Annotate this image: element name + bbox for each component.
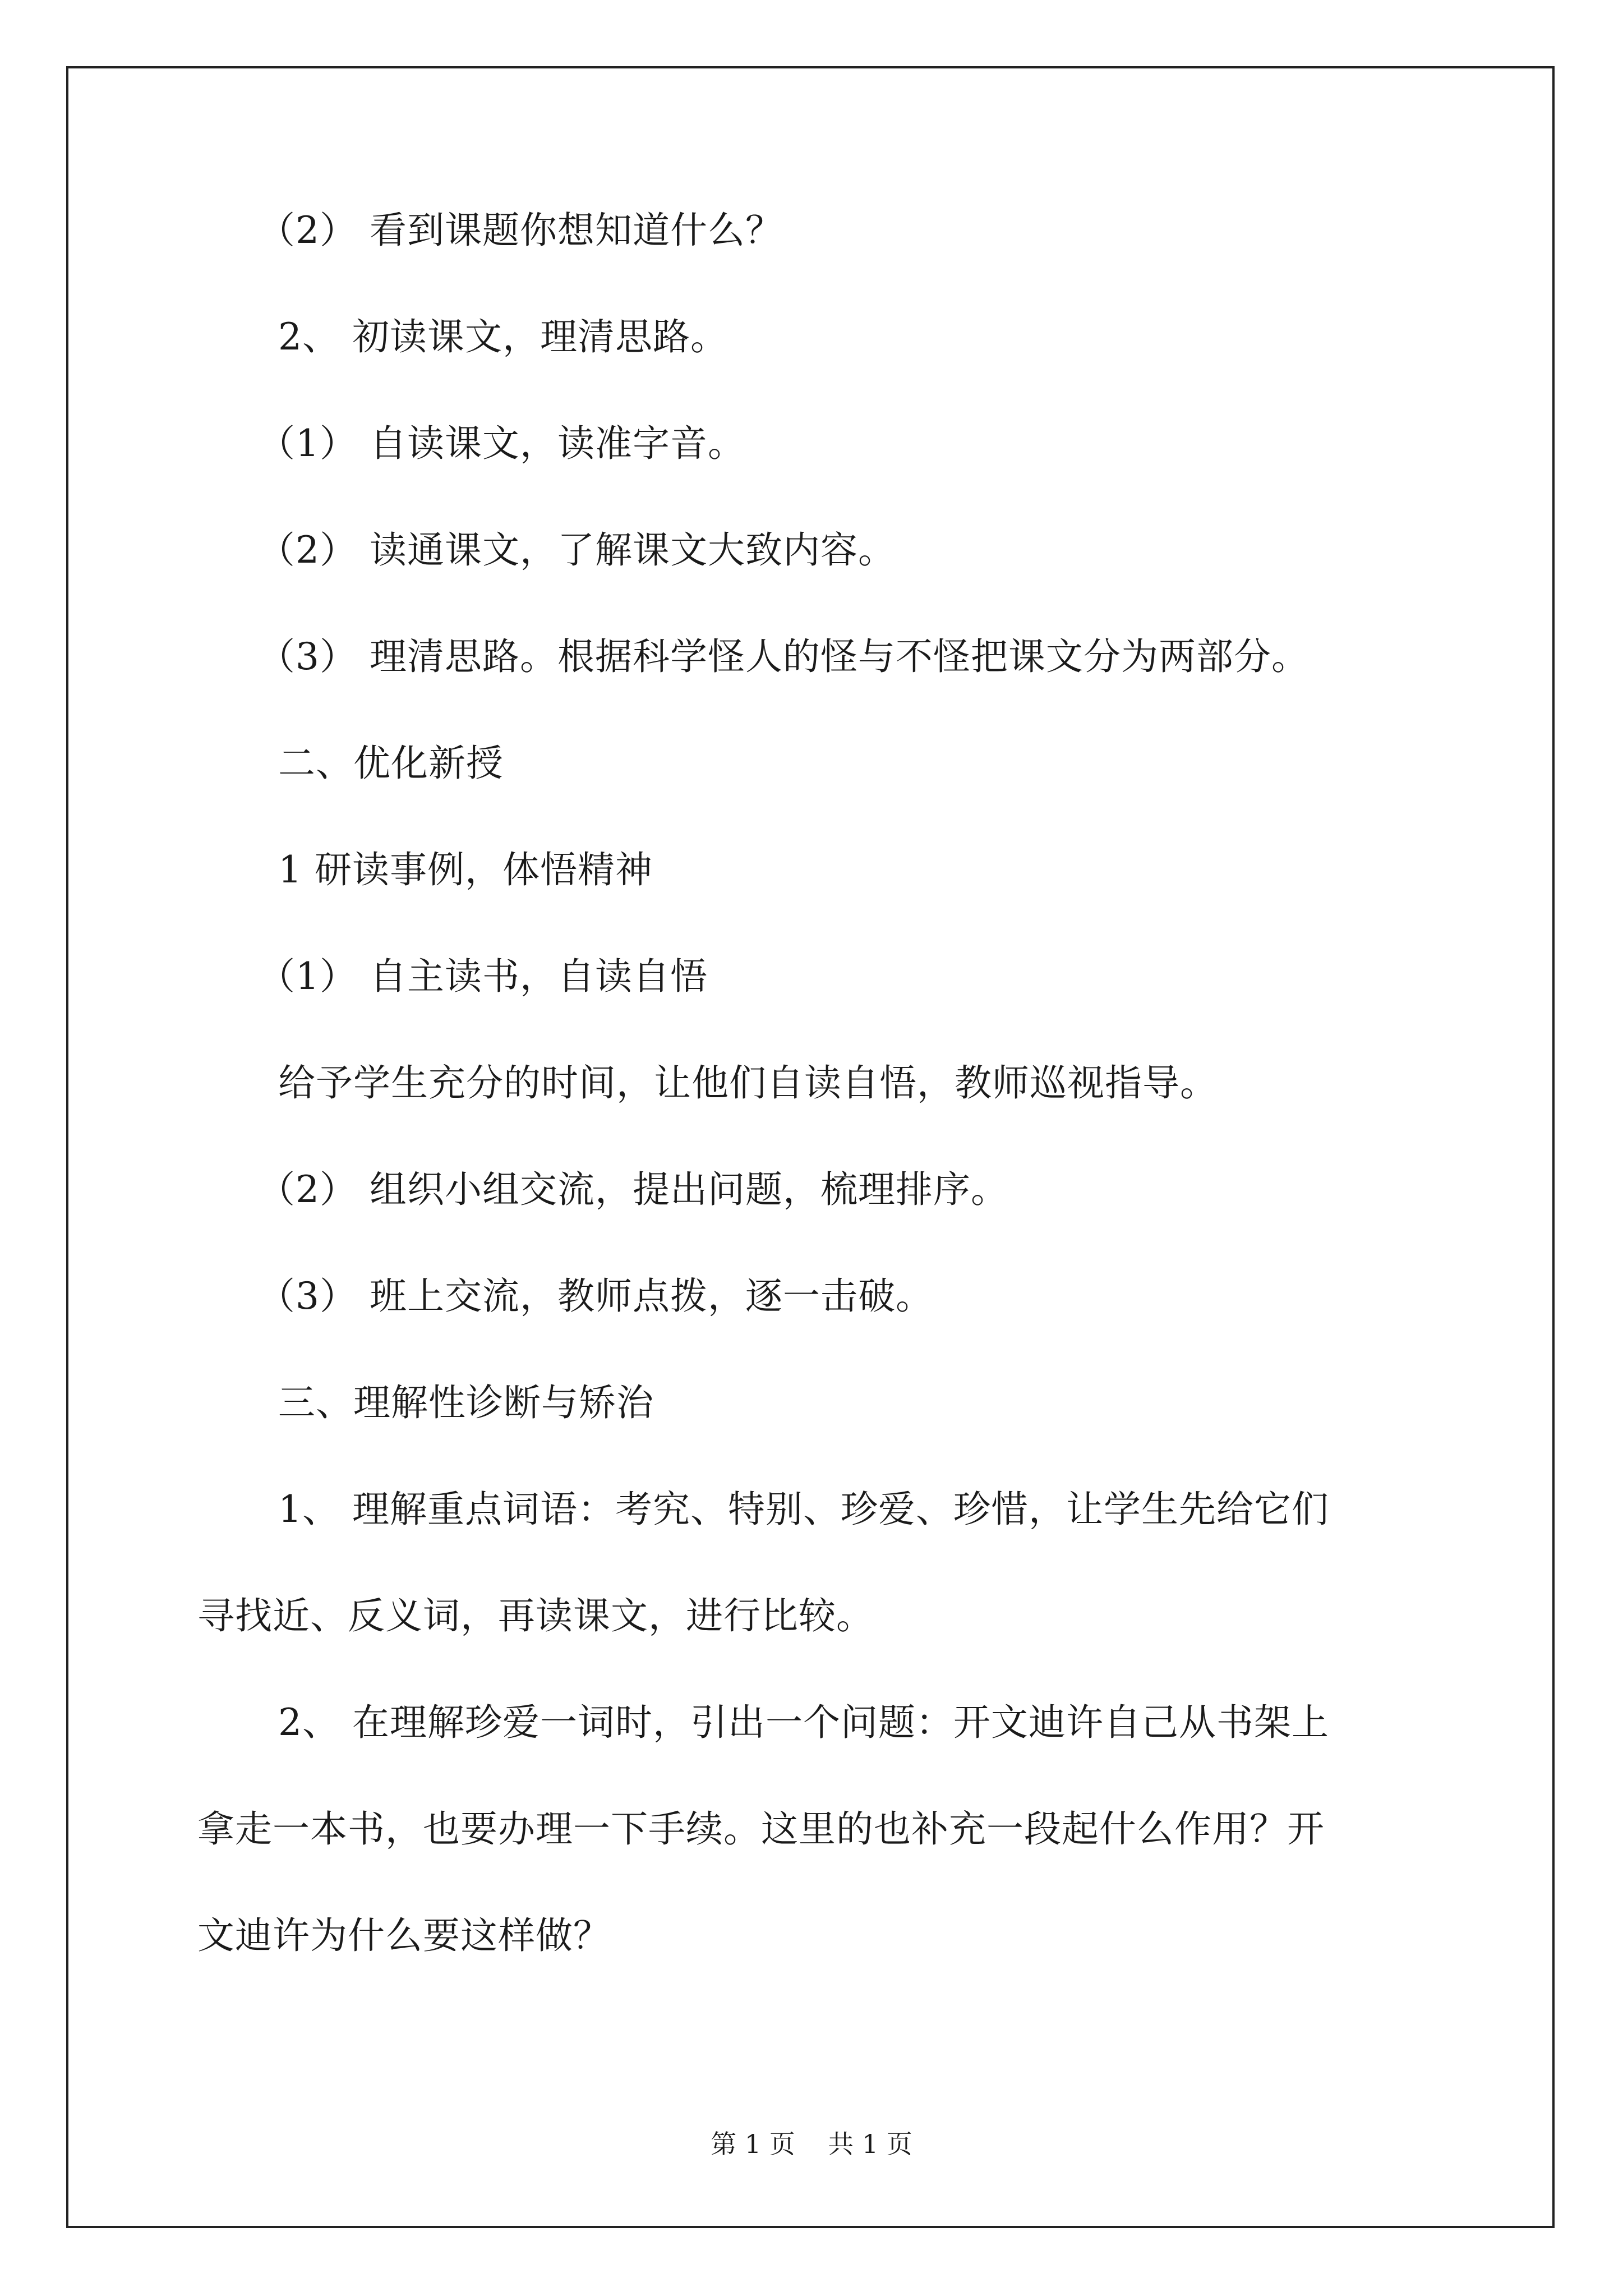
text-line: （3） 班上交流，教师点拨，逐一击破。 [258,1274,933,1318]
text-line: 给予学生充分的时间，让他们自读自悟，教师巡视指导。 [278,1061,1218,1105]
page-border [66,66,1555,2228]
text-line: （1） 自读课文，读准字音。 [258,422,745,465]
text-line: 寻找近、反义词，再读课文，进行比较。 [197,1594,874,1637]
text-line: （2） 读通课文，了解课文大致内容。 [258,528,896,572]
text-line: （1） 自主读书，自读自悟 [258,955,708,998]
text-line: 2、 初读课文，理清思路。 [278,315,728,358]
text-line: （2） 组织小组交流，提出问题，梳理排序。 [258,1168,1008,1211]
text-line: 1、 理解重点词语：考究、特别、珍爱、珍惜，让学生先给它们 [278,1488,1329,1531]
page-footer: 第 1 页 共 1 页 [711,2129,912,2159]
text-line: 文迪许为什么要这样做？ [197,1914,611,1957]
text-line: 2、 在理解珍爱一词时，引出一个问题：开文迪许自己从书架上 [278,1701,1329,1744]
text-line: （3） 理清思路。根据科学怪人的怪与不怪把课文分为两部分。 [258,635,1309,678]
section-heading: 二、优化新授 [278,742,504,785]
text-line: 拿走一本书，也要办理一下手续。这里的也补充一段起什么作用？开 [197,1807,1325,1851]
text-line: （2） 看到课题你想知道什么？ [258,209,783,252]
subsection-heading: 1 研读事例，体悟精神 [278,848,653,891]
section-heading: 三、理解性诊断与矫治 [278,1381,654,1424]
